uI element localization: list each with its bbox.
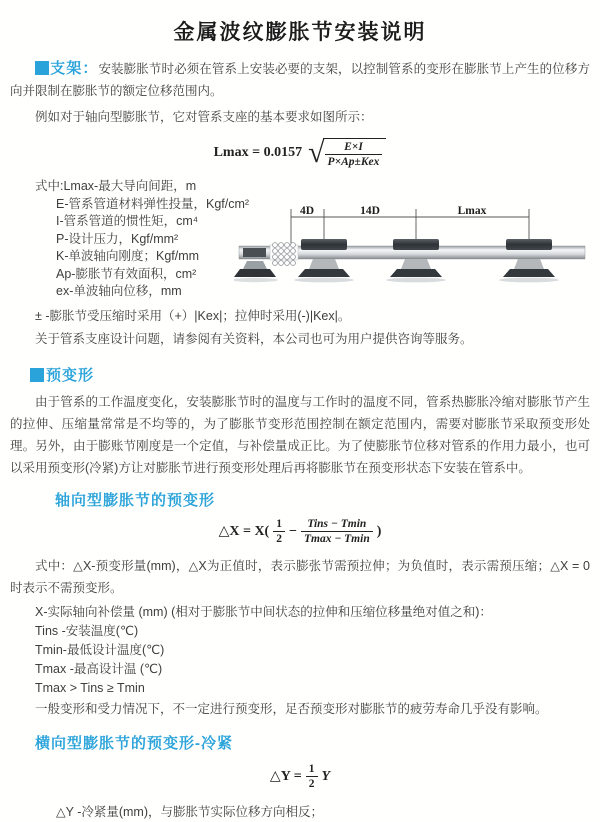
- temp-fraction-den: Tmax − Tmin: [303, 533, 370, 545]
- lmax-formula-lhs: Lmax = 0.0157: [213, 145, 303, 160]
- dim-label-4d: 4D: [299, 205, 315, 217]
- definition-line: I-管系管道的惯性矩，cm⁴: [56, 214, 199, 228]
- sqrt-radical-sign: √: [308, 136, 325, 169]
- defs-intro: 式中:: [35, 179, 64, 193]
- dx-explanation: 式中：△X-预变形量(mm)，△X为正值时，表示膨张节需预拉伸；为负值时，表示需预压缩；△X = 0时表示不需预变形。: [10, 559, 590, 595]
- half-den: 2: [276, 533, 282, 545]
- definitions-and-diagram: [10, 178, 590, 306]
- one-half-fraction: [273, 518, 285, 545]
- lmax-fraction: [325, 141, 383, 168]
- temp-definition-line: Tins -安装温度(℃): [35, 624, 139, 638]
- predeform-heading-text: 预变形: [46, 367, 95, 384]
- lmax-fraction-denominator: P×Ap±Kex: [327, 156, 380, 168]
- delta-x-formula: [10, 518, 590, 545]
- document-page: [0, 16, 600, 822]
- service-note: 关于管系支座设计问题，请参阅有关资料，本公司也可为用户提供咨询等服务。: [35, 332, 473, 346]
- dy-half-den: 2: [308, 778, 315, 790]
- dy-one-half-fraction: [306, 763, 318, 790]
- dx-minus: −: [288, 523, 297, 539]
- support-intro-text: 安装膨胀节时必须在管系上安装必要的支架，以控制管系的变形在膨胀节上产生的位移方向并限制在膨胀节的额定位移范围内。: [10, 62, 590, 98]
- dx-lhs: △X = X(: [218, 524, 270, 539]
- predeform-section-heading: [30, 364, 590, 385]
- definition-line: [35, 178, 590, 196]
- guide-support-icon: [499, 239, 559, 282]
- support-example-line: 例如对于轴向型膨胀节，它对管系支座的基本要求如图所示：: [35, 110, 373, 124]
- section-bullet-square-icon: [30, 368, 44, 382]
- dx-rhs: ): [376, 523, 382, 539]
- dim-label-lmax: Lmax: [457, 205, 487, 217]
- temp-fraction: [301, 518, 373, 545]
- dy-note: △Y -冷紧量(mm)，与膨胀节实际位移方向相反；: [56, 805, 324, 819]
- dy-rhs: Y: [321, 768, 331, 784]
- temp-definition-line: Tmin-最低设计温度(℃): [35, 643, 165, 657]
- pm-note: ± -膨胀节受压缩时采用（+）|Kex|；拉伸时采用(-)|Kex|。: [35, 309, 351, 323]
- definition-line: ex-单波轴向位移，mm: [56, 284, 182, 298]
- sqrt-radicand: [323, 138, 387, 168]
- delta-y-formula: [10, 763, 590, 790]
- axial-note: 一般变形和受力情况下，不一定进行预变形，足否预变形对膨胀节的疲劳寿命几乎没有影响。: [35, 702, 548, 716]
- axial-subheading: 轴向型膨胀节的预变形: [55, 492, 216, 509]
- lateral-subheading: 横向型膨胀节的预变形-冷紧: [35, 735, 233, 752]
- definition-line: Ap-膨胀节有效面积，cm²: [56, 266, 197, 281]
- dy-lhs: △Y =: [269, 769, 302, 784]
- predeform-paragraph: 由于管系的工作温度变化，安装膨胀节时的温度与工作时的温度不同，管系热膨胀冷缩对膨胀节产生的拉伸、压缩量常常是不均等的，为了膨胀节变形范围控制在额定范围内，需要对膨胀节采取预变形处理。另外，由于膨账节刚度是一个定值，与补偿量成正比。为了使膨胀节位移对管系的作用力最小，也可以采用预变形(冷紧)方让对膨胀节进行预变形处理后再将膨胀节在预变形状态下安装在管系中。: [10, 395, 590, 475]
- support-section-heading: 支架：: [50, 60, 99, 77]
- temp-definition-line: Tmax > Tins ≥ Tmin: [35, 681, 145, 695]
- definition-line: K-单波轴向刚度；Kgf/mm: [56, 249, 200, 263]
- section-bullet-square-icon: [35, 61, 49, 75]
- temp-definition-line: Tmax -最高设计温 (℃): [35, 662, 163, 676]
- lmax-formula: [10, 138, 590, 168]
- dimension-lines: [291, 209, 529, 244]
- guide-support-icon: [294, 239, 354, 282]
- bellows-icon: [270, 243, 298, 266]
- definition-line: E-管系管道材料弹性投量，Kgf/cm²: [56, 196, 250, 211]
- x-definition: X-实际轴向补偿量 (mm) (相对于膨胀节中间状态的拉伸和压缩位移量绝对值之和)：: [35, 605, 492, 619]
- temp-fraction-num: Tins − Tmin: [301, 518, 373, 532]
- support-intro-paragraph: [10, 58, 590, 102]
- definition-lmax: Lmax-最大导向间距，m: [63, 179, 197, 193]
- lmax-fraction-numerator: E×I: [325, 141, 383, 155]
- pipe-support-diagram: [234, 204, 590, 304]
- dy-half-num: 1: [306, 763, 318, 777]
- dim-label-14d: 14D: [360, 205, 380, 217]
- guide-support-icon: [386, 239, 446, 282]
- page-title: 金属波纹膨胀节安装说明: [173, 21, 427, 44]
- half-num: 1: [273, 518, 285, 532]
- definition-line: P-设计压力，Kgf/mm²: [56, 231, 179, 246]
